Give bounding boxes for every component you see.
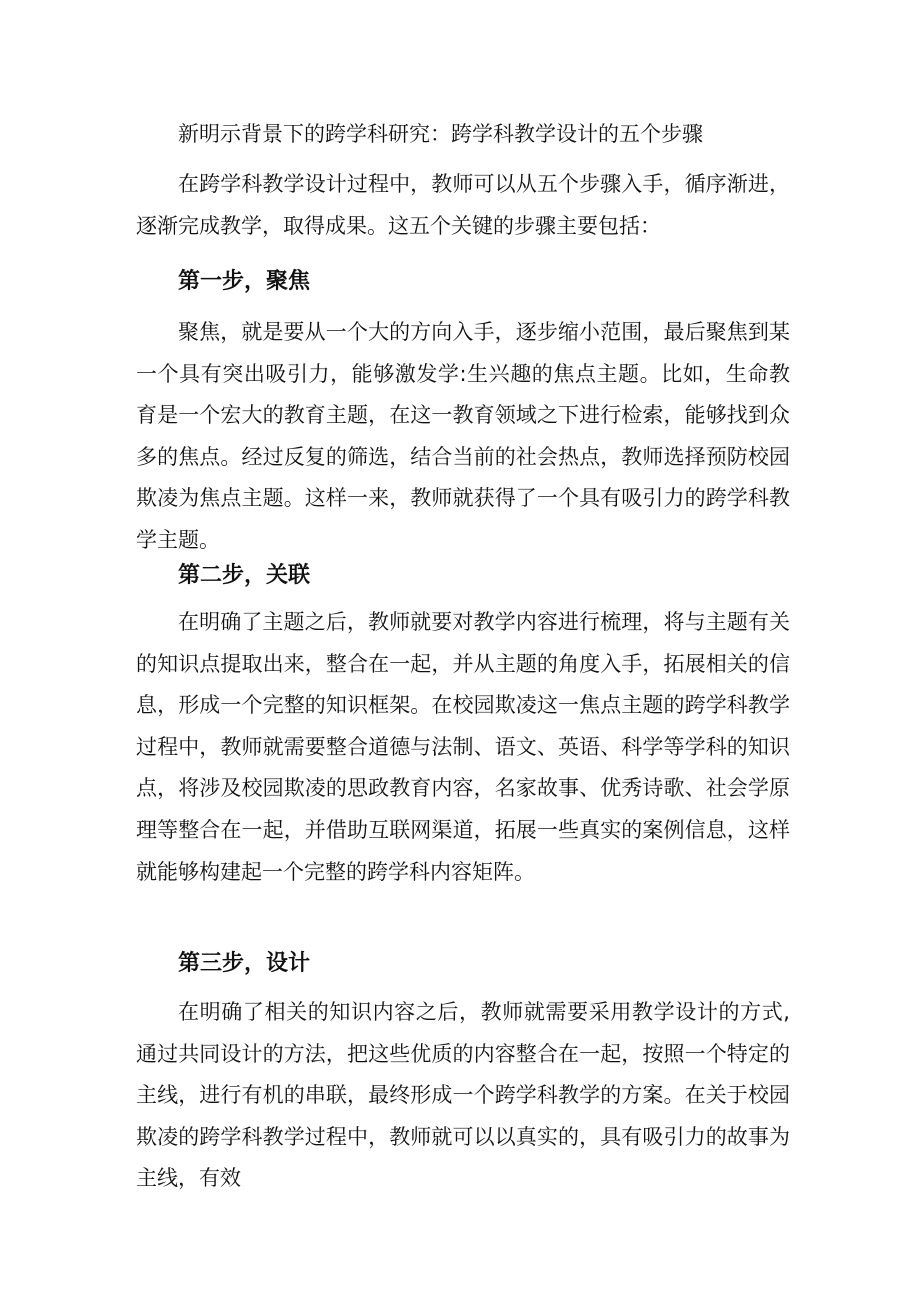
section-body-connect: 在明确了主题之后，教师就要对教学内容进行梳理，将与主题有关的知识点提取出来，整合在一起，并从主题的角度入手，拓展相关的信息，形成一个完整的知识框架。在校园欺凌这一焦点主题的跨学科教学过程中，教师就需要整合道德与法制、语文、英语、科学等学科的知识点，将涉及校园欺凌的思政教育内容，名家故事、优秀诗歌、社会学原理等整合在一起，并借助互联网渠道，拓展一些真实的案例信息，这样就能够构建起一个完整的跨学科内容矩阵。 [136,610,790,884]
section-heading-focus: 第一步，聚焦 [178,269,311,294]
intro-paragraph: 在跨学科教学设计过程中，教师可以从五个步骤入手，循序渐进，逐渐完成教学，取得成果。这五个关键的步骤主要包括： [136,172,790,238]
section-body-focus: 聚焦，就是要从一个大的方向入手，逐步缩小范围，最后聚焦到某一个具有突出吸引力，能够激发学:生兴趣的焦点主题。比如，生命教育是一个宏大的教育主题，在这一教育领域之下进行检索，能够找到众多的焦点。经过反复的筛选，结合当前的社会热点，教师选择预防校园欺凌为焦点主题。这样一来，教师就获得了一个具有吸引力的跨学科教学主题。 [136,320,790,552]
section-heading-connect: 第二步，关联 [178,563,311,588]
section-heading-design: 第三步，设计 [178,951,311,976]
document-title: 新明示背景下的跨学科研究：跨学科教学设计的五个步骤 [178,122,703,146]
section-body-design: 在明确了相关的知识内容之后，教师就需要采用教学设计的方式,通过共同设计的方法，把这些优质的内容整合在一起，按照一个特定的主线，进行有机的串联，最终形成一个跨学科教学的方案。在关于校园欺凌的跨学科教学过程中，教师就可以以真实的，具有吸引力的故事为主线，有效 [136,1000,790,1191]
